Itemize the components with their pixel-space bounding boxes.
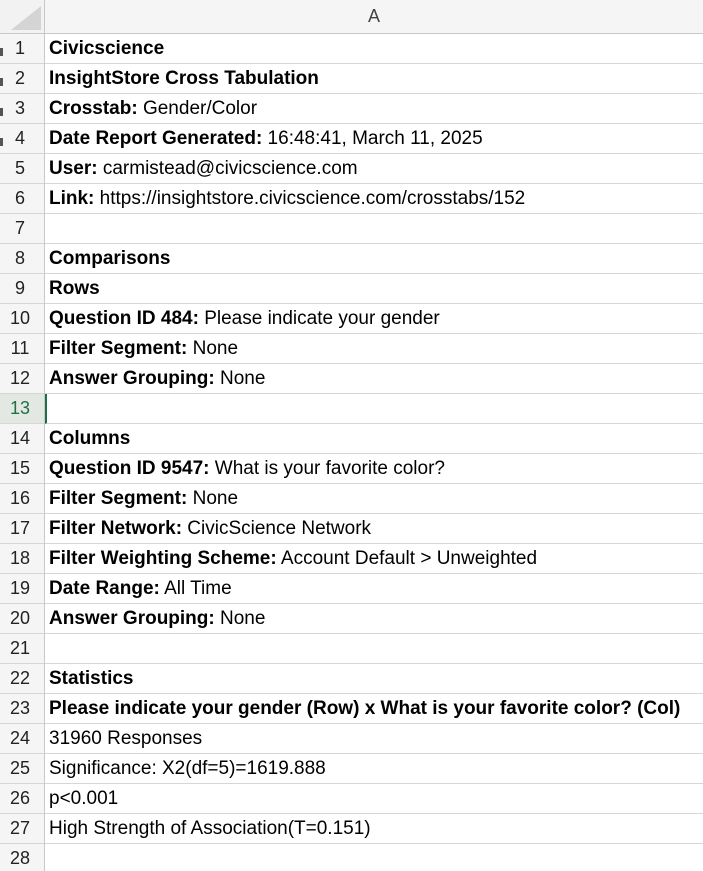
cell-a27[interactable]: [45, 814, 703, 844]
edge-marker: [0, 78, 3, 86]
edge-marker: [0, 48, 3, 56]
row-number-header[interactable]: 4: [0, 124, 45, 154]
sheet-row: [0, 484, 703, 514]
sheet-row: [0, 274, 703, 304]
cell-label: Columns: [49, 427, 131, 449]
cell-label: Rows: [49, 277, 100, 299]
row-number-header[interactable]: 23: [0, 694, 45, 724]
cell-label: Filter Weighting Scheme:: [49, 547, 277, 569]
sheet-row: [0, 664, 703, 694]
edge-marker: [0, 138, 3, 146]
cell-value: None: [214, 367, 266, 389]
cell-a26[interactable]: [45, 784, 703, 814]
cell-label: Comparisons: [49, 247, 171, 269]
cell-label: Statistics: [49, 667, 134, 689]
row-number-header[interactable]: 16: [0, 484, 45, 514]
cell-label: Filter Segment:: [49, 337, 188, 359]
row-number-header[interactable]: 14: [0, 424, 45, 454]
row-number-header[interactable]: 27: [0, 814, 45, 844]
cell-a12[interactable]: [45, 364, 703, 394]
edge-marker: [0, 108, 3, 116]
cell-a23[interactable]: [45, 694, 703, 724]
cell-a13[interactable]: [45, 394, 703, 424]
cell-value: p<0.001: [49, 787, 119, 809]
cell-a20[interactable]: [45, 604, 703, 634]
cell-label: Answer Grouping:: [49, 367, 215, 389]
sheet-row: [0, 814, 703, 844]
cell-value: CivicScience Network: [182, 517, 372, 539]
row-number-header[interactable]: 24: [0, 724, 45, 754]
row-number-header[interactable]: 10: [0, 304, 45, 334]
select-all-corner[interactable]: [0, 0, 45, 34]
cell-a4[interactable]: [45, 124, 703, 154]
sheet-row: [0, 34, 703, 64]
cell-value: Please indicate your gender: [198, 307, 440, 329]
row-number-header[interactable]: 21: [0, 634, 45, 664]
cell-value: None: [214, 607, 266, 629]
cell-a21[interactable]: [45, 634, 703, 664]
row-number-header[interactable]: 17: [0, 514, 45, 544]
cell-a2[interactable]: [45, 64, 703, 94]
row-number-header[interactable]: 12: [0, 364, 45, 394]
cell-value: Gender/Color: [137, 97, 258, 119]
row-number-header[interactable]: 20: [0, 604, 45, 634]
sheet-row: [0, 94, 703, 124]
sheet-row: [0, 364, 703, 394]
column-header-row: [0, 0, 703, 34]
sheet-row: [0, 844, 703, 871]
row-number-header[interactable]: 19: [0, 574, 45, 604]
cell-a6[interactable]: [45, 184, 703, 214]
cell-label: Filter Network:: [49, 517, 183, 539]
cell-a10[interactable]: [45, 304, 703, 334]
cell-a15[interactable]: [45, 454, 703, 484]
cell-a24[interactable]: [45, 724, 703, 754]
cell-value: What is your favorite color?: [209, 457, 445, 479]
row-number-header[interactable]: 2: [0, 64, 45, 94]
sheet-row: [0, 784, 703, 814]
cell-label: InsightStore Cross Tabulation: [49, 67, 319, 89]
row-number-header[interactable]: 18: [0, 544, 45, 574]
cell-a7[interactable]: [45, 214, 703, 244]
sheet-row: [0, 334, 703, 364]
sheet-row: [0, 214, 703, 244]
cell-value: 16:48:41, March 11, 2025: [262, 127, 483, 149]
row-number-header[interactable]: 11: [0, 334, 45, 364]
cell-label: Date Report Generated:: [49, 127, 263, 149]
cell-a22[interactable]: [45, 664, 703, 694]
row-number-header[interactable]: 3: [0, 94, 45, 124]
sheet-row: [0, 124, 703, 154]
sheet-row: [0, 424, 703, 454]
rows-container: [0, 34, 703, 871]
sheet-row: [0, 694, 703, 724]
sheet-row: [0, 544, 703, 574]
cell-label: Question ID 9547:: [49, 457, 210, 479]
cell-a25[interactable]: [45, 754, 703, 784]
cell-a28[interactable]: [45, 844, 703, 871]
cell-a19[interactable]: [45, 574, 703, 604]
cell-a8[interactable]: [45, 244, 703, 274]
cell-a16[interactable]: [45, 484, 703, 514]
cell-value: High Strength of Association(T=0.151): [49, 817, 371, 839]
row-number-header[interactable]: 5: [0, 154, 45, 184]
sheet-row: [0, 154, 703, 184]
cell-a18[interactable]: [45, 544, 703, 574]
cell-value: carmistead@civicscience.com: [97, 157, 358, 179]
cell-a17[interactable]: [45, 514, 703, 544]
sheet-row: [0, 604, 703, 634]
column-header-a[interactable]: A: [45, 0, 703, 34]
sheet-row: [0, 724, 703, 754]
sheet-row: [0, 754, 703, 784]
cell-a14[interactable]: [45, 424, 703, 454]
sheet-row: [0, 514, 703, 544]
row-number-header[interactable]: 7: [0, 214, 45, 244]
cell-value: Account Default > Unweighted: [276, 547, 538, 569]
row-number-header[interactable]: 26: [0, 784, 45, 814]
cell-value: All Time: [159, 577, 232, 599]
sheet-row: [0, 574, 703, 604]
sheet-row: [0, 394, 703, 424]
cell-label: Date Range:: [49, 577, 160, 599]
cell-a1[interactable]: [45, 34, 703, 64]
cell-a3[interactable]: [45, 94, 703, 124]
row-number-header[interactable]: 13: [0, 394, 45, 424]
row-number-header[interactable]: 28: [0, 844, 45, 871]
cell-value: None: [187, 337, 239, 359]
cell-label: Filter Segment:: [49, 487, 188, 509]
sheet-row: [0, 244, 703, 274]
cell-a9[interactable]: [45, 274, 703, 304]
cell-label: User:: [49, 157, 98, 179]
row-number-header[interactable]: 9: [0, 274, 45, 304]
cell-value: Significance: X2(df=5)=1619.888: [49, 757, 326, 779]
cell-label: Answer Grouping:: [49, 607, 215, 629]
cell-a11[interactable]: [45, 334, 703, 364]
cell-label: Civicscience: [49, 37, 165, 59]
cell-label: Crosstab:: [49, 97, 138, 119]
cell-label: Question ID 484:: [49, 307, 199, 329]
sheet-row: [0, 184, 703, 214]
sheet-row: [0, 64, 703, 94]
sheet-row: [0, 454, 703, 484]
row-number-header[interactable]: 6: [0, 184, 45, 214]
cell-a5[interactable]: [45, 154, 703, 184]
row-number-header[interactable]: 15: [0, 454, 45, 484]
cell-label: Please indicate your gender (Row) x What is your favorite color? (Col): [49, 697, 681, 719]
cell-value: None: [187, 487, 239, 509]
sheet-row: [0, 634, 703, 664]
cell-value: 31960 Responses: [49, 727, 203, 749]
row-number-header[interactable]: 22: [0, 664, 45, 694]
row-number-header[interactable]: 8: [0, 244, 45, 274]
sheet-row: [0, 304, 703, 334]
row-number-header[interactable]: 25: [0, 754, 45, 784]
cell-label: Link:: [49, 187, 95, 209]
cell-value: https://insightstore.civicscience.com/crosstabs/152: [94, 187, 526, 209]
row-number-header[interactable]: 1: [0, 34, 45, 64]
